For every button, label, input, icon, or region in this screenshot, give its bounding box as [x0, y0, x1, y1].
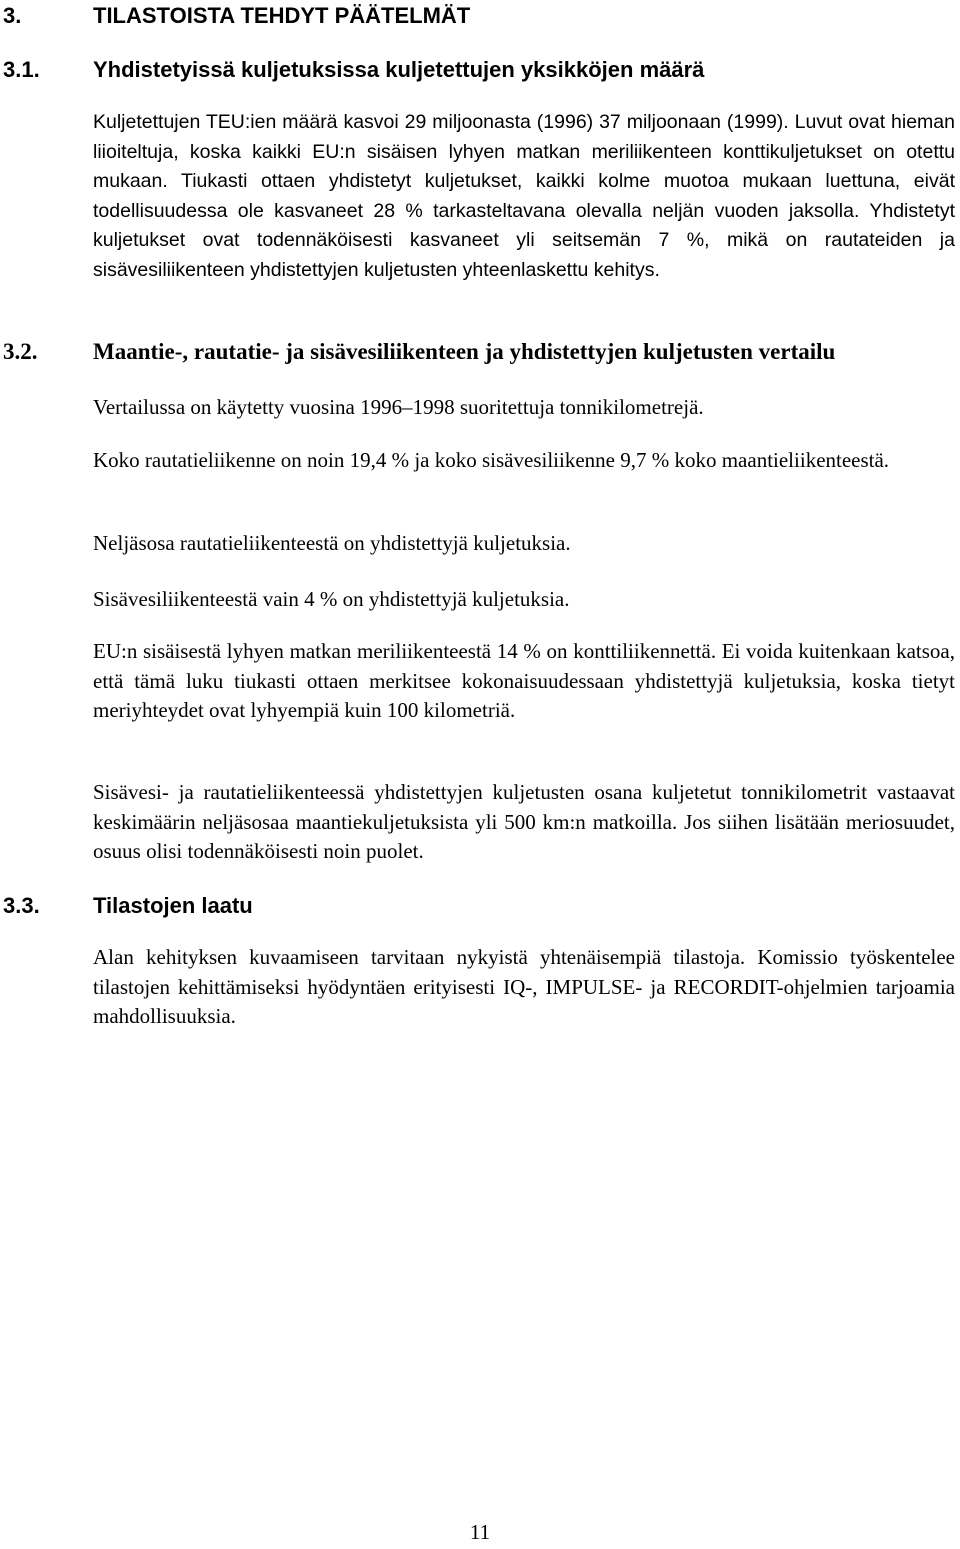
section-3-3-title: Tilastojen laatu	[93, 893, 253, 918]
section-3-2-paragraph-6: Sisävesi- ja rautatieliikenteessä yhdistettyjen kuljetusten osana kuljetetut tonnikilometrit vastaavat keskimäärin neljäsosaa maantiekuljetuksista yli 500 km:n matkoilla. Jos siihen lisätään meriosuudet, osuus olisi todennäköisesti noin puolet.	[93, 780, 955, 863]
section-3-heading	[0, 1, 960, 31]
section-3-title: TILASTOISTA TEHDYT PÄÄTELMÄT	[93, 3, 471, 28]
section-3-1-paragraph: Kuljetettujen TEU:ien määrä kasvoi 29 miljoonasta (1996) 37 miljoonaan (1999). Luvut ovat hieman liioiteltuja, koska kaikki EU:n sisäisen lyhyen matkan meriliikenteen konttikuljetukset on otettu mukaan. Tiukasti ottaen yhdistetyt kuljetukset, kaikki kolme muotoa mukaan luettuna, eivät todellisuudessa ole kasvaneet 28 % tarkasteltavana olevalla neljän vuoden jaksolla. Yhdistetyt kuljetukset ovat todennäköisesti kasvaneet yli seitsemän 7 %, mikä on rautateiden ja sisävesiliikenteen yhdistettyjen kuljetusten yhteenlaskettu kehitys.	[93, 111, 955, 281]
section-3-2-paragraph-3: Neljäsosa rautatieliikenteestä on yhdistettyjä kuljetuksia.	[93, 531, 571, 555]
section-3-2-heading	[0, 337, 960, 367]
section-3-1-heading	[0, 55, 960, 85]
page-number: 11	[469, 1520, 491, 1544]
section-3-2-title: Maantie-, rautatie- ja sisävesiliikenteen ja yhdistettyjen kuljetusten vertailu	[93, 339, 836, 364]
section-3-3-paragraph: Alan kehityksen kuvaamiseen tarvitaan nykyistä yhtenäisempiä tilastoja. Komissio työskentelee tilastojen kehittämiseksi hyödyntäen erityisesti IQ-, IMPULSE- ja RECORDIT-ohjelmien tarjoamia mahdollisuuksia.	[93, 945, 955, 1028]
section-3-2-paragraph-5: EU:n sisäisestä lyhyen matkan meriliikenteestä 14 % on konttiliikennettä. Ei voida kuitenkaan katsoa, että tämä luku tiukasti ottaen merkitsee kokonaisuudessaan yhdistettyjä kuljetuksia, koska tietyt meriyhteydet ovat lyhyempiä kuin 100 kilometriä.	[93, 639, 955, 722]
section-3-2-paragraph-1: Vertailussa on käytetty vuosina 1996–1998 suoritettuja tonnikilometrejä.	[93, 395, 704, 419]
section-3-2-paragraph-2: Koko rautatieliikenne on noin 19,4 % ja koko sisävesiliikenne 9,7 % koko maantieliikenteestä.	[93, 448, 890, 472]
section-3-3-number: 3.3.	[3, 893, 40, 918]
section-3-number: 3.	[3, 3, 22, 28]
section-3-1-number: 3.1.	[3, 57, 40, 82]
section-3-1-title: Yhdistetyissä kuljetuksissa kuljetettujen yksikköjen määrä	[93, 57, 705, 82]
section-3-2-paragraph-4: Sisävesiliikenteestä vain 4 % on yhdistettyjä kuljetuksia.	[93, 587, 570, 611]
section-3-3-heading	[0, 891, 960, 921]
section-3-2-number: 3.2.	[3, 339, 38, 364]
